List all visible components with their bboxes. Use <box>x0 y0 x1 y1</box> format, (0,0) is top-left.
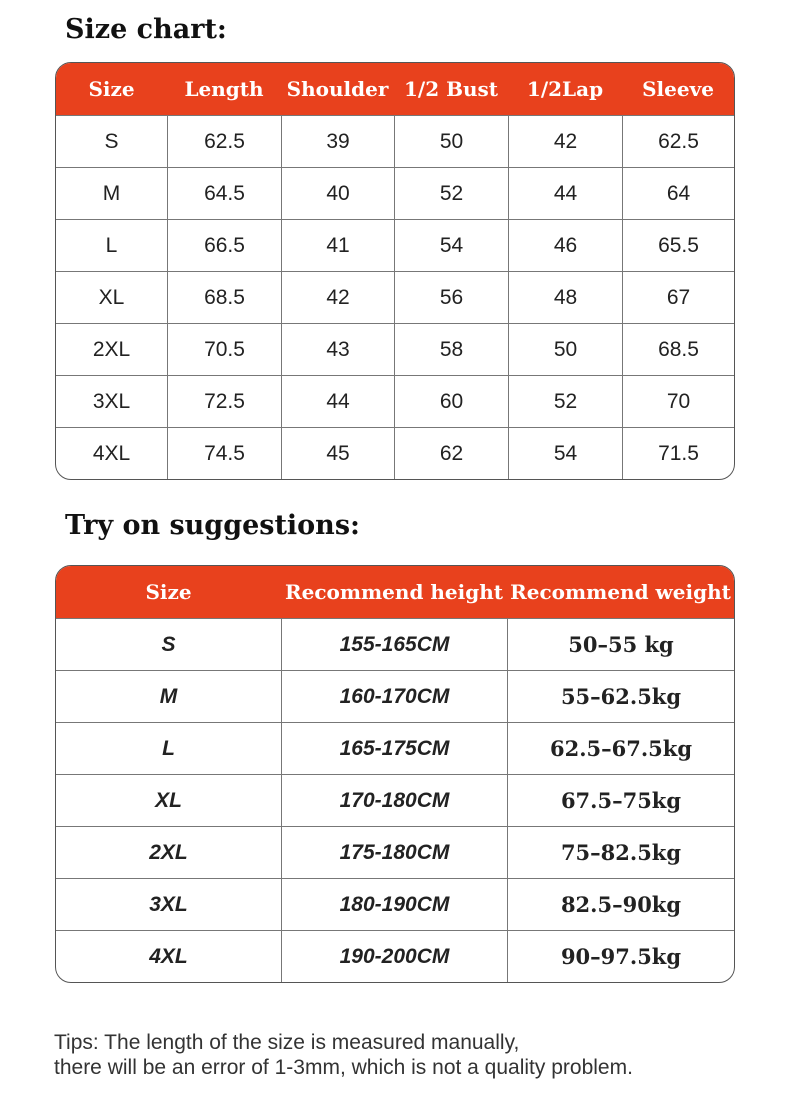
size-cell: S <box>161 632 176 656</box>
height-cell: 160-170CM <box>281 671 507 722</box>
weight-cell: 82.5–90kg <box>507 879 734 930</box>
size-cell: 2XL <box>149 840 188 864</box>
weight-cell: 50–55 kg <box>507 619 734 670</box>
size-cell: 3XL <box>92 389 131 413</box>
shoulder-cell: 44 <box>281 376 394 427</box>
size-cell: M <box>102 181 121 205</box>
header-recommend-weight: Recommend weight <box>510 580 731 604</box>
height-cell: 155-165CM <box>281 619 507 670</box>
weight-cell: 90–97.5kg <box>507 931 734 982</box>
lap-cell: 48 <box>508 272 622 323</box>
size-cell: L <box>162 736 175 760</box>
size-chart-table <box>55 62 735 480</box>
table-row <box>56 427 734 479</box>
header-size: Size <box>145 580 192 604</box>
table-row <box>56 219 734 271</box>
table-row <box>56 722 734 774</box>
sleeve-cell: 68.5 <box>622 324 734 375</box>
weight-cell: 67.5–75kg <box>507 775 734 826</box>
tips-line-2: there will be an error of 1-3mm, which is not a quality problem. <box>54 1056 633 1079</box>
table-row <box>56 167 734 219</box>
table-row <box>56 670 734 722</box>
size-cell: S <box>104 129 119 153</box>
shoulder-cell: 40 <box>281 168 394 219</box>
lap-cell: 46 <box>508 220 622 271</box>
size-chart-title: Size chart: <box>65 14 227 45</box>
weight-cell: 55–62.5kg <box>507 671 734 722</box>
bust-cell: 56 <box>394 272 508 323</box>
length-cell: 72.5 <box>167 376 281 427</box>
size-cell: XL <box>155 788 182 812</box>
lap-cell: 50 <box>508 324 622 375</box>
sleeve-cell: 62.5 <box>622 116 734 167</box>
tips-note <box>54 1030 633 1080</box>
size-chart-header <box>56 63 734 115</box>
table-row <box>56 115 734 167</box>
header-half-lap: 1/2Lap <box>526 77 604 101</box>
sleeve-cell: 65.5 <box>622 220 734 271</box>
header-size: Size <box>88 77 135 101</box>
table-row <box>56 878 734 930</box>
height-cell: 170-180CM <box>281 775 507 826</box>
bust-cell: 52 <box>394 168 508 219</box>
height-cell: 175-180CM <box>281 827 507 878</box>
size-cell: 2XL <box>92 337 131 361</box>
size-cell: M <box>159 684 178 708</box>
header-length: Length <box>184 77 264 101</box>
lap-cell: 54 <box>508 428 622 479</box>
table-row <box>56 930 734 982</box>
header-half-bust: 1/2 Bust <box>403 77 499 101</box>
table-row <box>56 774 734 826</box>
bust-cell: 62 <box>394 428 508 479</box>
length-cell: 70.5 <box>167 324 281 375</box>
size-cell: 4XL <box>149 944 188 968</box>
header-recommend-height: Recommend height <box>284 580 504 604</box>
table-row <box>56 826 734 878</box>
suggestions-title: Try on suggestions: <box>65 510 360 541</box>
size-cell: 3XL <box>149 892 188 916</box>
sleeve-cell: 71.5 <box>622 428 734 479</box>
shoulder-cell: 42 <box>281 272 394 323</box>
weight-cell: 75–82.5kg <box>507 827 734 878</box>
tips-line-1: Tips: The length of the size is measured manually, <box>54 1031 520 1054</box>
height-cell: 180-190CM <box>281 879 507 930</box>
suggestions-table <box>55 565 735 983</box>
table-row <box>56 271 734 323</box>
size-cell: L <box>105 233 118 257</box>
bust-cell: 54 <box>394 220 508 271</box>
sleeve-cell: 64 <box>622 168 734 219</box>
length-cell: 68.5 <box>167 272 281 323</box>
bust-cell: 58 <box>394 324 508 375</box>
header-shoulder: Shoulder <box>286 77 389 101</box>
size-cell: 4XL <box>92 441 131 465</box>
shoulder-cell: 39 <box>281 116 394 167</box>
length-cell: 74.5 <box>167 428 281 479</box>
suggestions-header <box>56 566 734 618</box>
height-cell: 165-175CM <box>281 723 507 774</box>
table-row <box>56 375 734 427</box>
shoulder-cell: 43 <box>281 324 394 375</box>
sleeve-cell: 70 <box>622 376 734 427</box>
weight-cell: 62.5–67.5kg <box>507 723 734 774</box>
length-cell: 62.5 <box>167 116 281 167</box>
height-cell: 190-200CM <box>281 931 507 982</box>
table-row <box>56 618 734 670</box>
sleeve-cell: 67 <box>622 272 734 323</box>
lap-cell: 42 <box>508 116 622 167</box>
length-cell: 66.5 <box>167 220 281 271</box>
lap-cell: 44 <box>508 168 622 219</box>
length-cell: 64.5 <box>167 168 281 219</box>
header-sleeve: Sleeve <box>642 77 714 101</box>
shoulder-cell: 45 <box>281 428 394 479</box>
bust-cell: 60 <box>394 376 508 427</box>
table-row <box>56 323 734 375</box>
bust-cell: 50 <box>394 116 508 167</box>
lap-cell: 52 <box>508 376 622 427</box>
shoulder-cell: 41 <box>281 220 394 271</box>
size-cell: XL <box>98 285 125 309</box>
